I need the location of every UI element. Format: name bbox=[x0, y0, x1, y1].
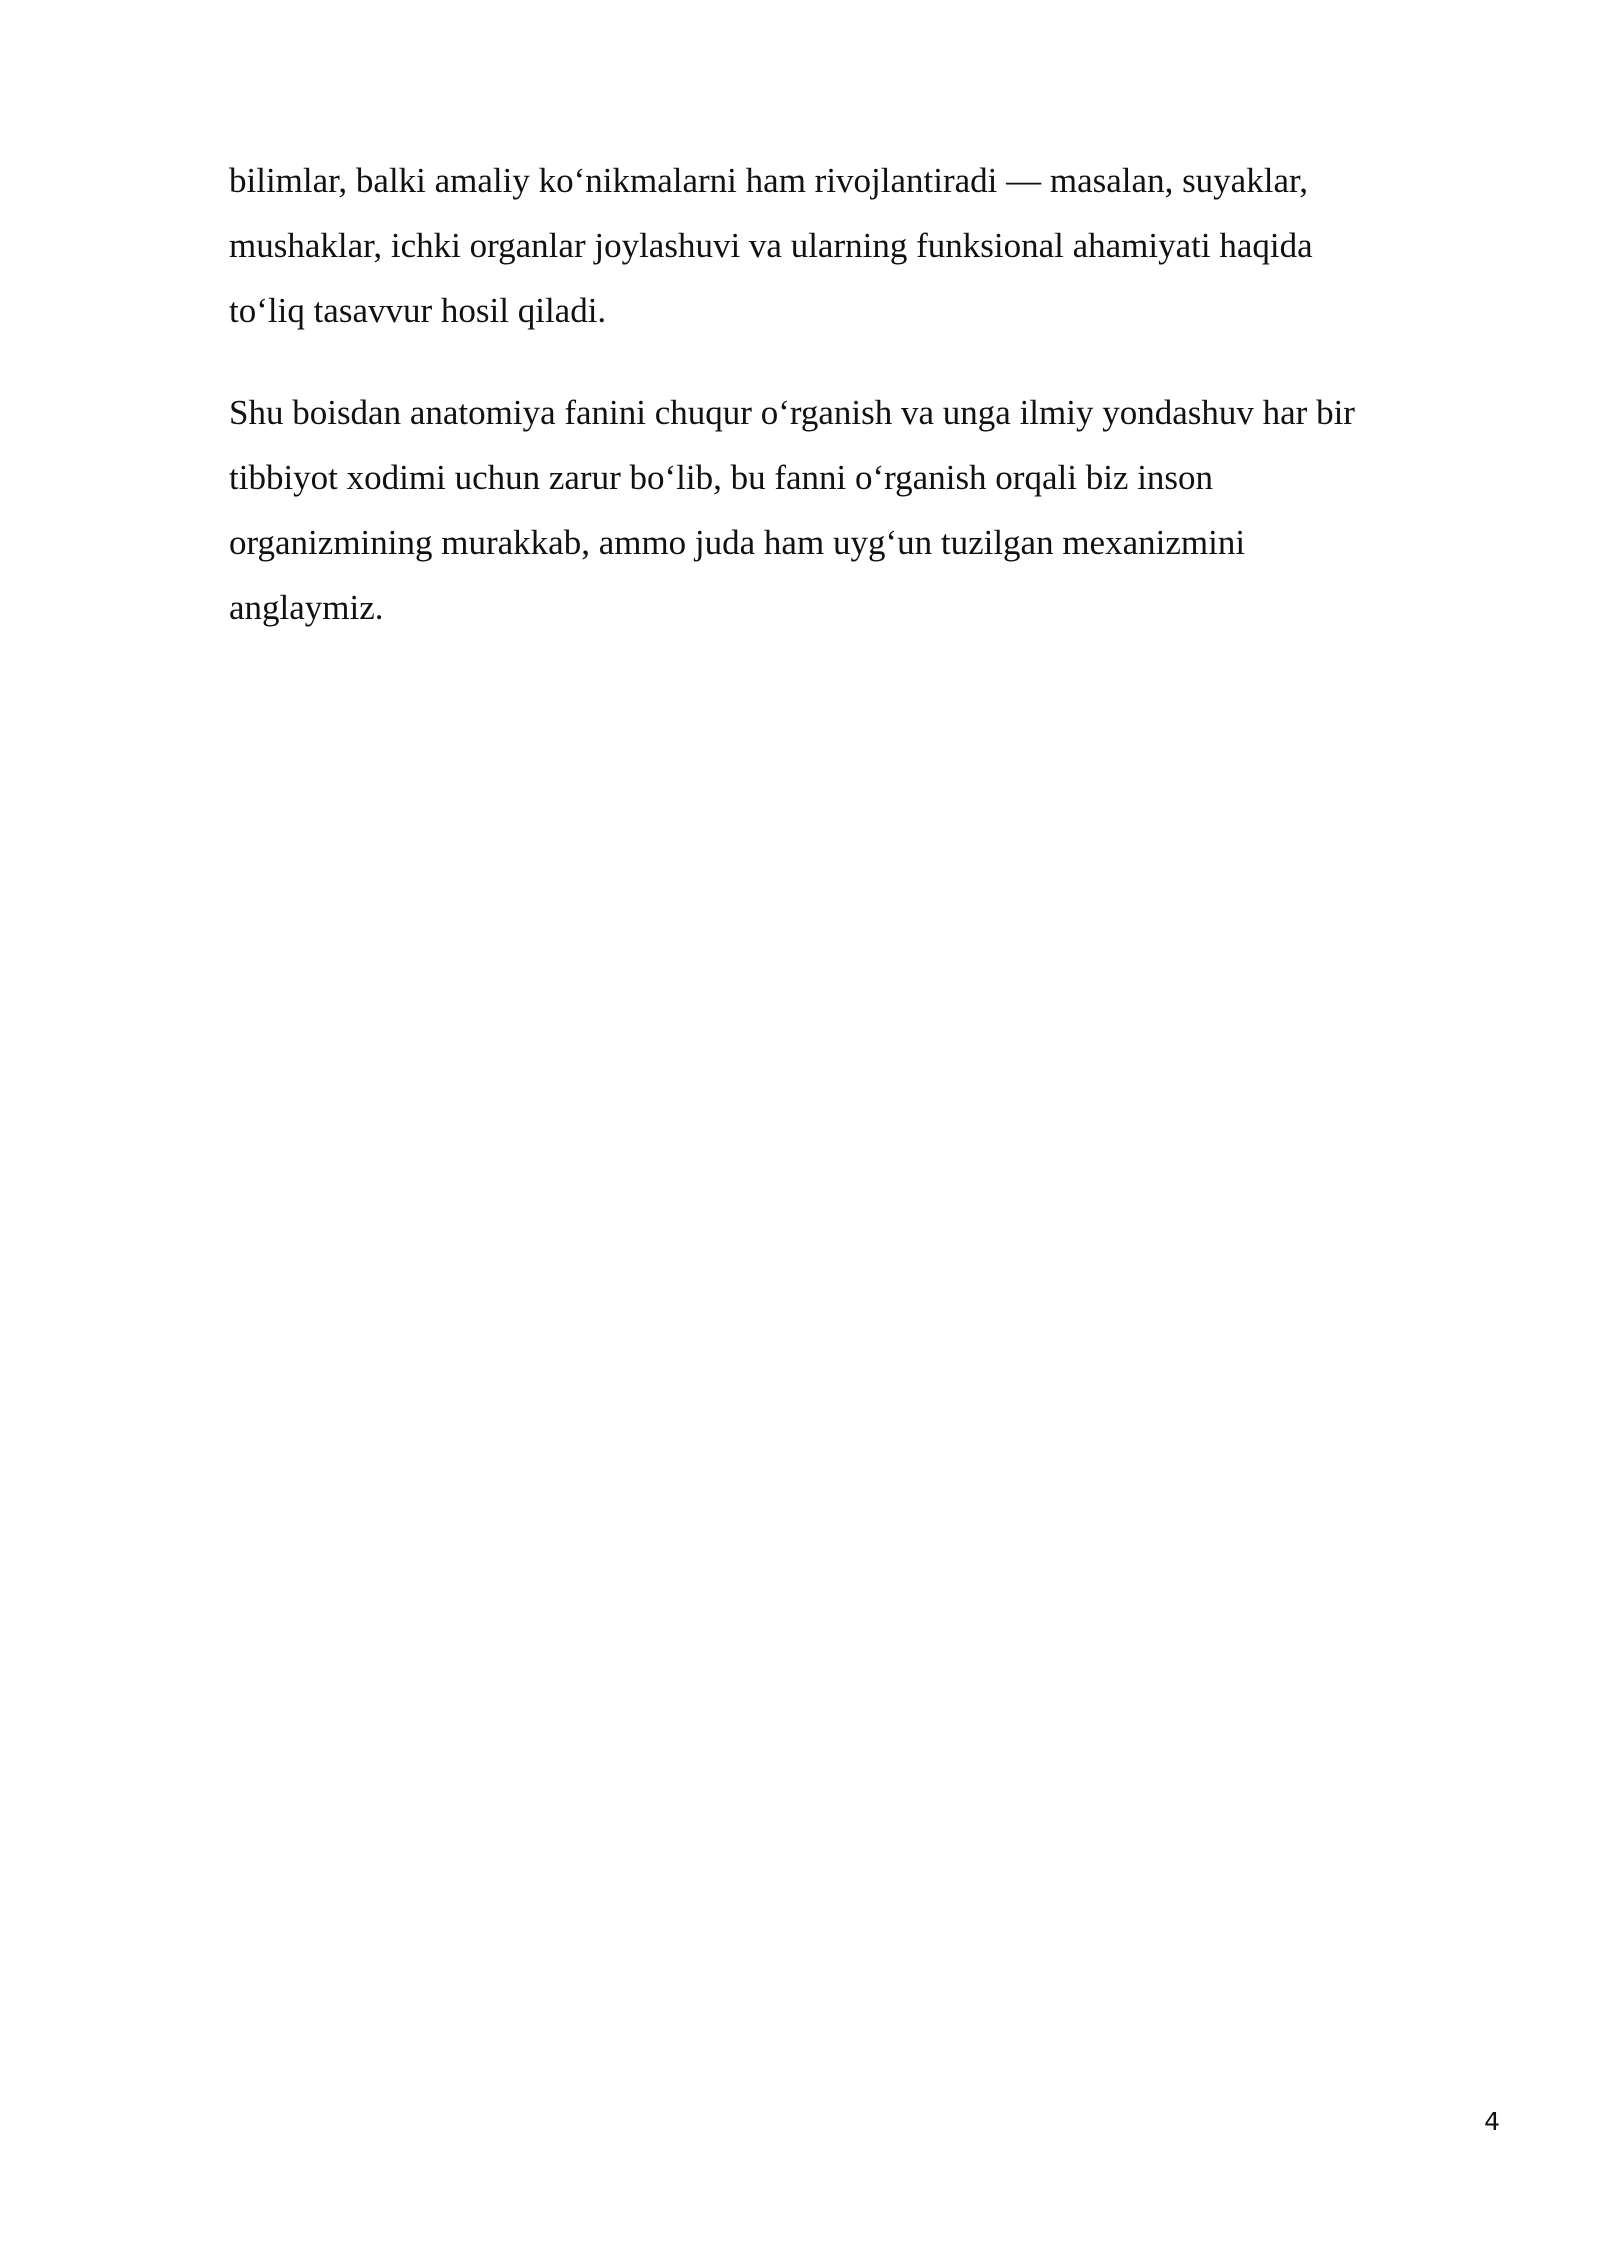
text-line: mushaklar, ichki organlar joylashuvi va ularning funksional ahamiyati haqida bbox=[229, 226, 1313, 265]
text-line: tibbiyot xodimi uchun zarur bo‘lib, bu fanni o‘rganish orqali biz inson bbox=[229, 458, 1214, 497]
text-line: anglaymiz. bbox=[229, 588, 384, 627]
text-line: bilimlar, balki amaliy ko‘nikmalarni ham rivojlantiradi — masalan, suyaklar, bbox=[229, 161, 1308, 200]
text-line: Shu boisdan anatomiya fanini chuqur o‘rganish va unga ilmiy yondashuv har bir bbox=[229, 393, 1355, 432]
paragraph bbox=[229, 380, 1489, 640]
body-text bbox=[229, 148, 1489, 640]
page-number: 4 bbox=[1484, 2107, 1500, 2136]
text-line: to‘liq tasavvur hosil qiladi. bbox=[229, 291, 607, 330]
paragraph bbox=[229, 148, 1489, 343]
text-line: organizmining murakkab, ammo juda ham uyg‘un tuzilgan mexanizmini bbox=[229, 523, 1246, 562]
